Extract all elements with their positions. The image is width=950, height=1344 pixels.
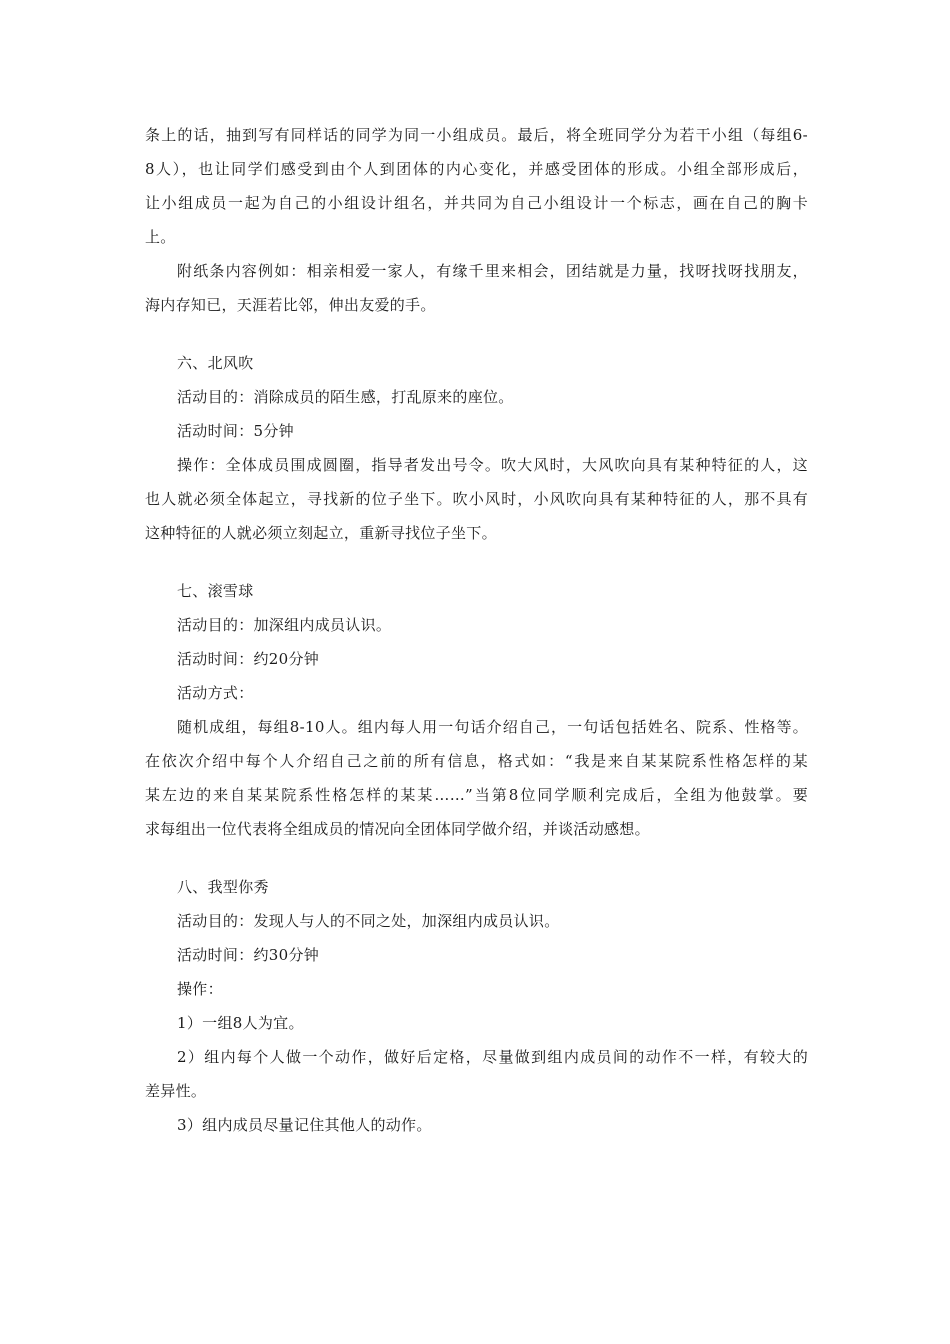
section-heading: 八、我型你秀: [177, 878, 269, 896]
text-line: 让小组成员一起为自己的小组设计组名，并共同为自己小组设计一个标志，画在自己的胸卡: [145, 194, 808, 212]
text-line: 上。: [145, 228, 176, 246]
text-line: 差异性。: [145, 1082, 207, 1100]
section-heading: 六、北风吹: [177, 354, 254, 372]
activity-purpose: 活动目的：消除成员的陌生感，打乱原来的座位。: [177, 388, 514, 406]
section-snowball: [145, 574, 808, 846]
text-line: 附纸条内容例如：相亲相爱一家人，有缘千里来相会，团结就是力量，找呀找呀找朋友，: [177, 262, 808, 280]
activity-time: 活动时间：约20分钟: [177, 650, 320, 668]
text-line: 求每组出一位代表将全组成员的情况向全团体同学做介绍，并谈活动感想。: [145, 820, 650, 838]
section-my-type-your-show: [145, 870, 808, 1142]
paragraph-slip-examples: [145, 254, 808, 322]
operation-label: 操作：: [177, 980, 223, 998]
text-line: 8人），也让同学们感受到由个人到团体的内心变化，并感受团体的形成。小组全部形成后，: [145, 160, 808, 178]
activity-purpose: 活动目的：发现人与人的不同之处，加深组内成员认识。: [177, 912, 560, 930]
section-heading: 七、滚雪球: [177, 582, 254, 600]
text-line: 操作：全体成员围成圆圈，指导者发出号令。吹大风时，大风吹向具有某种特征的人，这: [177, 456, 808, 474]
step-item: 2）组内每个人做一个动作，做好后定格，尽量做到组内成员间的动作不一样，有较大的: [177, 1048, 808, 1066]
activity-method: 活动方式：: [177, 684, 254, 702]
step-item: 1）一组8人为宜。: [177, 1014, 304, 1032]
text-line: 这种特征的人就必须立刻起立，重新寻找位子坐下。: [145, 524, 497, 542]
paragraph-group-formation: [145, 118, 808, 254]
section-north-wind: [145, 346, 808, 550]
activity-purpose: 活动目的：加深组内成员认识。: [177, 616, 392, 634]
text-line: 某左边的来自某某院系性格怎样的某某……”当第8位同学顺利完成后，全组为他鼓掌。要: [145, 786, 808, 804]
activity-time: 活动时间：约30分钟: [177, 946, 320, 964]
text-line: 条上的话，抽到写有同样话的同学为同一小组成员。最后，将全班同学分为若干小组（每组6-: [145, 126, 808, 144]
text-line: 也人就必须全体起立，寻找新的位子坐下。吹小风时，小风吹向具有某种特征的人，那不具有: [145, 490, 808, 508]
step-item: 3）组内成员尽量记住其他人的动作。: [177, 1116, 432, 1134]
text-line: 随机成组，每组8-10人。组内每人用一句话介绍自己，一句话包括姓名、院系、性格等。: [177, 718, 808, 736]
text-line: 在依次介绍中每个人介绍自己之前的所有信息，格式如：“我是来自某某院系性格怎样的某: [145, 752, 808, 770]
text-line: 海内存知已，天涯若比邻，伸出友爱的手。: [145, 296, 436, 314]
document-page: [145, 118, 808, 1142]
activity-time: 活动时间：5分钟: [177, 422, 294, 440]
